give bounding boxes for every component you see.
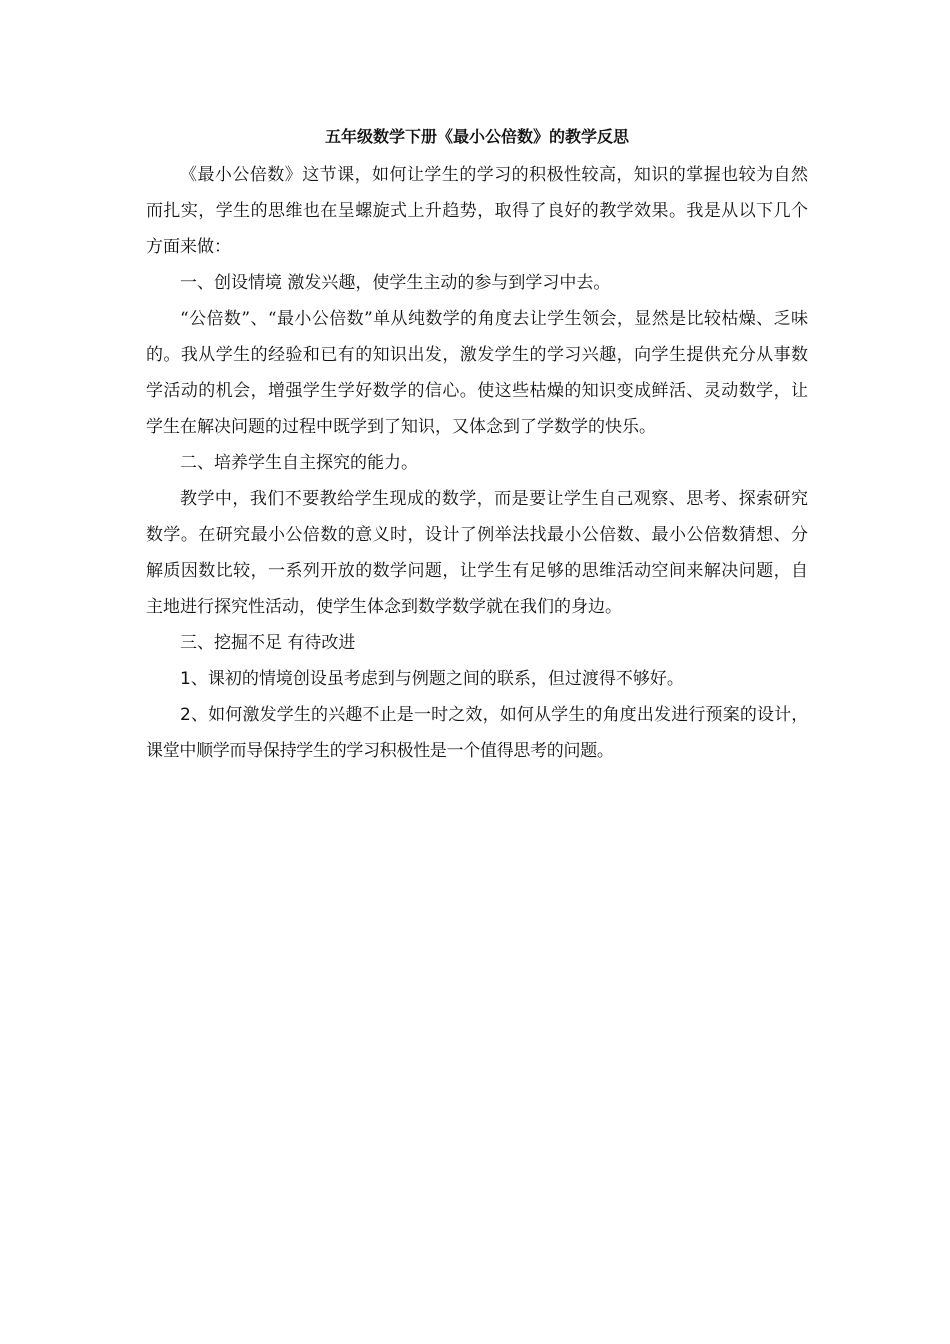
numbered-item-1 (146, 661, 808, 697)
section-heading-3: 三、挖掘不足 有待改进 (180, 633, 356, 653)
section-paragraph-2: 教学中，我们不要教给学生现成的数学，而是要让学生自己观察、思考、探索研究数学。在研究最小公倍数的意义时，设计了例举法找最小公倍数、最小公倍数猜想、分解质因数比较，一系列开放的数学问题，让学生有足够的思维活动空间来解决问题，自主地进行探究性活动，使学生体念到数学数学就在我们的身边。 (146, 489, 808, 617)
numbered-item-2 (146, 697, 808, 769)
section-heading-2: 二、培养学生自主探究的能力。 (180, 453, 418, 473)
item-number: 1 (180, 669, 191, 689)
document-body (146, 122, 808, 769)
item-text: 、课初的情境创设虽考虑到与例题之间的联系，但过渡得不够好。 (190, 669, 684, 689)
item-number: 2 (180, 705, 191, 725)
section-paragraph-1: “公倍数”、“最小公倍数”单从纯数学的角度去让学生领会，显然是比较枯燥、乏味的。我从学生的经验和已有的知识出发，激发学生的学习兴趣，向学生提供充分从事数学活动的机会，增强学生学好数学的信心。使这些枯燥的知识变成鲜活、灵动数学，让学生在解决问题的过程中既学到了知识，又体念到了学数学的快乐。 (146, 309, 808, 437)
section-heading-1: 一、创设情境 激发兴趣，使学生主动的参与到学习中去。 (180, 273, 611, 293)
document-title: 五年级数学下册《最小公倍数》的教学反思 (324, 127, 629, 146)
intro-paragraph: 《最小公倍数》这节课，如何让学生的学习的积极性较高，知识的掌握也较为自然而扎实，学生的思维也在呈螺旋式上升趋势，取得了良好的教学效果。我是从以下几个方面来做： (146, 165, 808, 257)
item-text: 、如何激发学生的兴趣不止是一时之效，如何从学生的角度出发进行预案的设计，课堂中顺学而导保持学生的学习积极性是一个值得思考的问题。 (146, 705, 808, 761)
